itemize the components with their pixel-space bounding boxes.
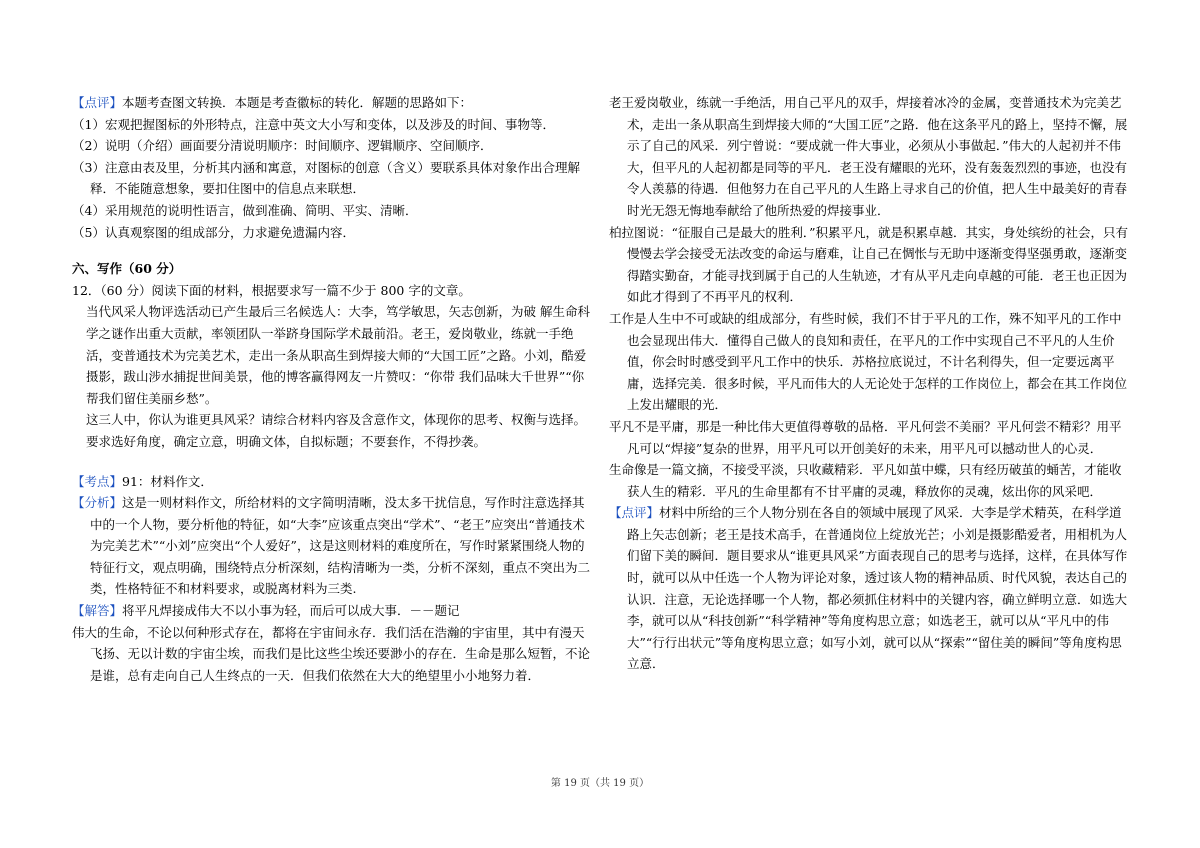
dianping-2-tag: 【点评】	[609, 505, 660, 521]
dianping-item-1: （1）宏观把握图标的外形特点，注意中英文大小写和变体，以及涉及的时间、事物等．	[72, 116, 555, 132]
jieda-tag: 【解答】	[72, 603, 123, 619]
dianping-item-2: （2）说明（介绍）画面要分清说明顺序：时间顺序、逻辑顺序、空间顺序．	[72, 138, 493, 154]
question-requirement: 要求选好角度，确定立意，明确文体，自拟标题；不要套作，不得抄袭。	[86, 433, 487, 449]
fenxi: 【分析】这是一则材料作文，所给材料的文字简明清晰，没太多干扰信息，写作时注意选择其中的一个人物，要分析他的特征，如“大李”应该重点突出“学术”、“老王”应突出“普通技术为完美艺术”“小刘”应突出“个人爱好”，这是这则材料的难度所在，写作时紧紧围绕人物的特征行文，观点明确，围绕特点分析深刻，结构清晰为一类，分析不深刻，重点不突出为二类，性格特征不和材料要求，或脱离材料为三类.	[72, 495, 591, 597]
question-ask: 这三人中，你认为谁更具风采？请综合材料内容及含意作文，体现你的思考、权衡与选择。	[86, 412, 587, 428]
kaodian-tag: 【考点】	[72, 473, 123, 489]
essay-paragraph-5: 平凡不是平庸，那是一种比伟大更值得尊敬的品格．平凡何尝不美丽？平凡何尝不精彩？用平凡可以“焊接”复杂的世界，用平凡可以开创美好的未来，用平凡可以撼动世人的心灵．	[609, 418, 1122, 456]
fenxi-tag: 【分析】	[72, 495, 123, 511]
dianping-tag: 【点评】	[72, 95, 123, 110]
question-material: 当代风采人物评选活动已产生最后三名候选人：大李，笃学敏思，矢志创新，为破 解生命科学之谜作出重大贡献，率领团队一举跻身国际学术最前沿。老王，爱岗敬业，练就一手绝活，变普通技术为完美艺术，走出一条从职高生到焊接大师的“大国工匠”之路。小刘，酷爱摄影，跋山涉水捕捉世间美景，他的博客赢得网友一片赞叹：“你带 我们品味大千世界”“你帮我们留住美丽乡愁”。	[86, 304, 590, 406]
dianping-2: 【点评】材料中所给的三个人物分别在各自的领域中展现了风采．大李是学术精英，在科学道路上矢志创新；老王是技术高手，在普通岗位上绽放光芒；小刘是摄影酷爱者，用相机为人们留下美的瞬间．题目要求从“谁更具风采”方面表现自己的思考与选择，这样，在具体写作时，就可以从中任选一个人物为评论对象，透过该人物的精神品质、时代风貌，表达自己的认识．注意，无论选择哪一个人物，都必须抓住材料中的关键内容，确立鲜明立意．如选大李，就可以从“科技创新”“科学精神”等角度构思立意；如选老王，就可以从“平凡中的伟大”“行行出状元”等角度构思立意；如写小刘，就可以从“探索”“留住美的瞬间”等角度构思立意．	[609, 505, 1128, 672]
kaodian: 【考点】91：材料作文．	[72, 473, 213, 489]
dianping-item-5: （5）认真观察图的组成部分，力求避免遗漏内容．	[72, 224, 355, 240]
essay-paragraph-6: 生命像是一篇文摘，不接受平淡，只收藏精彩．平凡如茧中蝶，只有经历破茧的蛹苦，才能收获人生的精彩．平凡的生命里都有不甘平庸的灵魂，释放你的灵魂，炫出你的风采吧．	[609, 462, 1122, 499]
dianping-item-4: （4）采用规范的说明性语言，做到准确、简明、平实、清晰．	[72, 202, 418, 218]
dianping-intro: 【点评】本题考查图文转换．本题是考查徽标的转化．解题的思路如下：	[72, 95, 473, 110]
right-column	[609, 92, 1129, 675]
page-footer: 第 19 页（共 19 页）	[550, 778, 650, 789]
essay-paragraph-3: 柏拉图说：“征服自己是最大的胜利．”积累平凡，就是积累卓越．其实，身处缤纷的社会，只有慢慢去学会接受无法改变的命运与磨难，让自己在惆怅与无助中逐渐变得坚强勇敢，逐渐变得踏实勤奋，才能寻找到属于自己的人生轨迹，才有从平凡走向卓越的可能．老王也正因为如此才得到了不再平凡的权利．	[609, 224, 1129, 305]
section-title: 六、写作（60 分）	[72, 261, 182, 277]
essay-paragraph-2: 老王爱岗敬业，练就一手绝活，用自己平凡的双手，焊接着冰冷的金属，变普通技术为完美艺术，走出一条从职高生到焊接大师的“大国工匠”之路．他在这条平凡的路上，坚持不懈，展示了自己的风采．列宁曾说：“要成就一件大事业，必须从小事做起．”伟大的人起初并不伟大，但平凡的人起初都是同等的平凡．老王没有耀眼的光环，没有轰轰烈烈的事迹，也没有令人羡慕的待遇．但他努力在自己平凡的人生路上寻求自己的价值，把人生中最美好的青春时光无怨无悔地奉献给了他所热爱的焊接事业．	[609, 95, 1128, 218]
dianping-item-3: （3）注意由表及里，分析其内涵和寓意，对图标的创意（含义）要联系具体对象作出合理解释．不能随意想象，要扣住图中的信息点来联想．	[72, 159, 580, 197]
jieda: 【解答】将平凡焊接成伟大不以小事为轻，而后可以成大事．－－题记	[72, 603, 460, 619]
essay-paragraph-4: 工作是人生中不可或缺的组成部分，有些时候，我们不甘于平凡的工作，殊不知平凡的工作中也会显现出伟大．懂得自己做人的良知和责任，在平凡的工作中实现自己不平凡的人生价值，你会时时感受到平凡工作中的快乐．苏格拉底说过，不计名利得失，但一定要远离平庸，选择完美．很多时候，平凡而伟大的人无论处于怎样的工作岗位上，都会在其工作岗位上发出耀眼的光．	[609, 310, 1128, 413]
essay-paragraph-1: 伟大的生命，不论以何种形式存在，都将在宇宙间永存．我们活在浩瀚的宇宙里，其中有漫天飞扬、无以计数的宇宙尘埃，而我们是比这些尘埃还要渺小的存在．生命是那么短暂，不论是谁，总有走向自己人生终点的一天．但我们依然在大大的绝望里小小地努力着．	[72, 624, 591, 683]
left-column	[72, 92, 592, 686]
question-head: 12．（60 分）阅读下面的材料，根据要求写一篇不少于 800 字的文章。	[72, 282, 471, 298]
